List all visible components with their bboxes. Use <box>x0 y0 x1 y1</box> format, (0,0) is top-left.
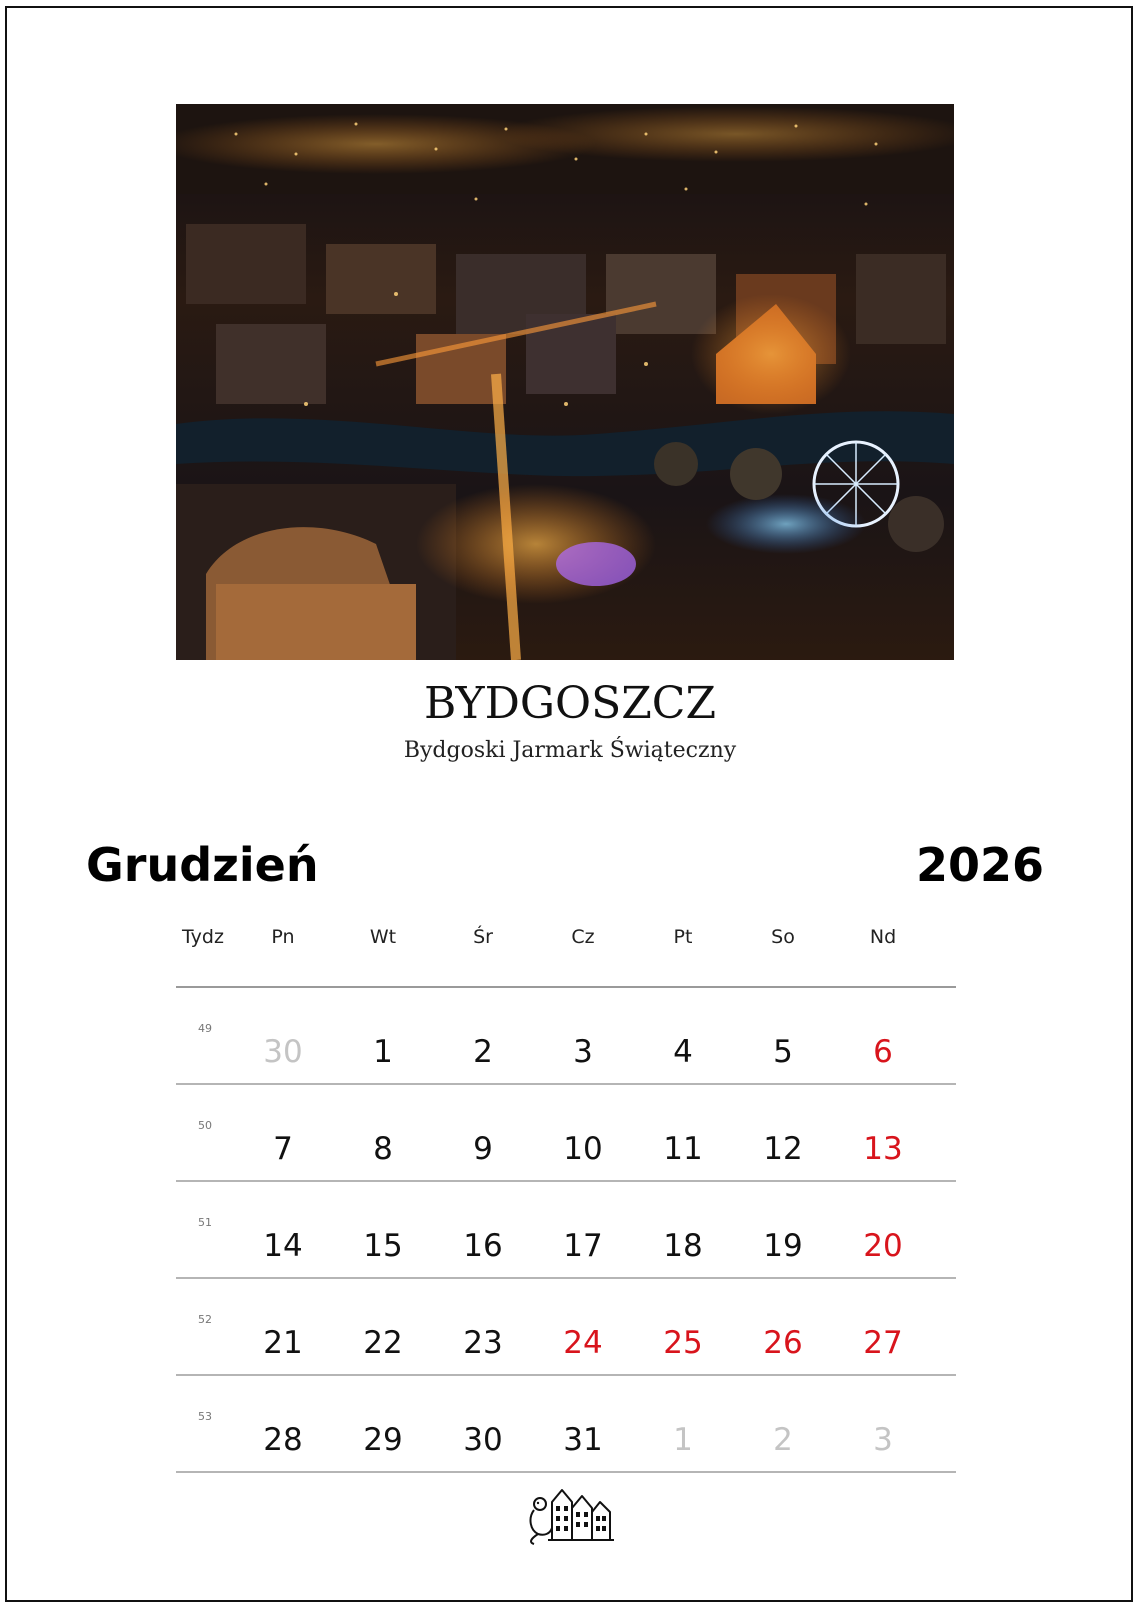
week-number: 52 <box>198 1313 212 1326</box>
day-cell: 16 <box>463 1228 503 1264</box>
header-mon: Pn <box>271 926 295 948</box>
week-row <box>176 988 956 1085</box>
day-cell: 4 <box>673 1034 693 1070</box>
day-cell: 24 <box>563 1325 603 1361</box>
day-cell: 3 <box>573 1034 593 1070</box>
day-cell: 20 <box>863 1228 903 1264</box>
header-thu: Cz <box>571 926 595 948</box>
week-number: 49 <box>198 1022 212 1035</box>
day-cell: 28 <box>263 1422 303 1458</box>
day-cell: 23 <box>463 1325 503 1361</box>
week-number: 53 <box>198 1410 212 1423</box>
header-wed: Śr <box>473 926 493 948</box>
day-cell: 13 <box>863 1131 903 1167</box>
day-cell: 1 <box>673 1422 693 1458</box>
header-sat: So <box>771 926 795 948</box>
day-cell: 19 <box>763 1228 803 1264</box>
month-name: Grudzień <box>86 838 319 892</box>
day-cell: 5 <box>773 1034 793 1070</box>
location-title: BYDGOSZCZ <box>423 678 717 729</box>
calendar-grid <box>176 914 956 1473</box>
day-cell: 18 <box>663 1228 703 1264</box>
day-cell: 17 <box>563 1228 603 1264</box>
day-cell: 2 <box>773 1422 793 1458</box>
day-cell: 3 <box>873 1422 893 1458</box>
week-row <box>176 1085 956 1182</box>
day-cell: 15 <box>363 1228 403 1264</box>
day-cell: 10 <box>563 1131 603 1167</box>
day-cell: 31 <box>563 1422 603 1458</box>
header-fri: Pt <box>673 926 693 948</box>
day-cell: 9 <box>473 1131 493 1167</box>
day-cell: 1 <box>373 1034 393 1070</box>
day-cell: 26 <box>763 1325 803 1361</box>
weekday-header <box>176 914 956 988</box>
week-number: 51 <box>198 1216 212 1229</box>
day-cell: 21 <box>263 1325 303 1361</box>
week-number: 50 <box>198 1119 212 1132</box>
day-cell: 27 <box>863 1325 903 1361</box>
day-cell: 25 <box>663 1325 703 1361</box>
week-row <box>176 1279 956 1376</box>
header-tue: Wt <box>369 926 397 948</box>
day-cell: 2 <box>473 1034 493 1070</box>
location-subtitle: Bydgoski Jarmark Świąteczny <box>403 738 737 763</box>
day-cell: 7 <box>273 1131 293 1167</box>
night-city-illustration <box>176 104 954 660</box>
week-row <box>176 1376 956 1473</box>
week-rows <box>176 988 956 1473</box>
day-cell: 14 <box>263 1228 303 1264</box>
day-cell: 22 <box>363 1325 403 1361</box>
day-cell: 11 <box>663 1131 703 1167</box>
day-cell: 12 <box>763 1131 803 1167</box>
week-row <box>176 1182 956 1279</box>
day-cell: 29 <box>363 1422 403 1458</box>
header-week: Tydz <box>182 926 224 948</box>
day-cell: 30 <box>463 1422 503 1458</box>
day-cell: 30 <box>263 1034 303 1070</box>
mouse-townhouses-logo-icon <box>524 1482 616 1546</box>
day-cell: 6 <box>873 1034 893 1070</box>
year: 2026 <box>915 838 1044 892</box>
photo-night-city-aerial <box>176 104 954 660</box>
day-cell: 8 <box>373 1131 393 1167</box>
header-sun: Nd <box>869 926 897 948</box>
